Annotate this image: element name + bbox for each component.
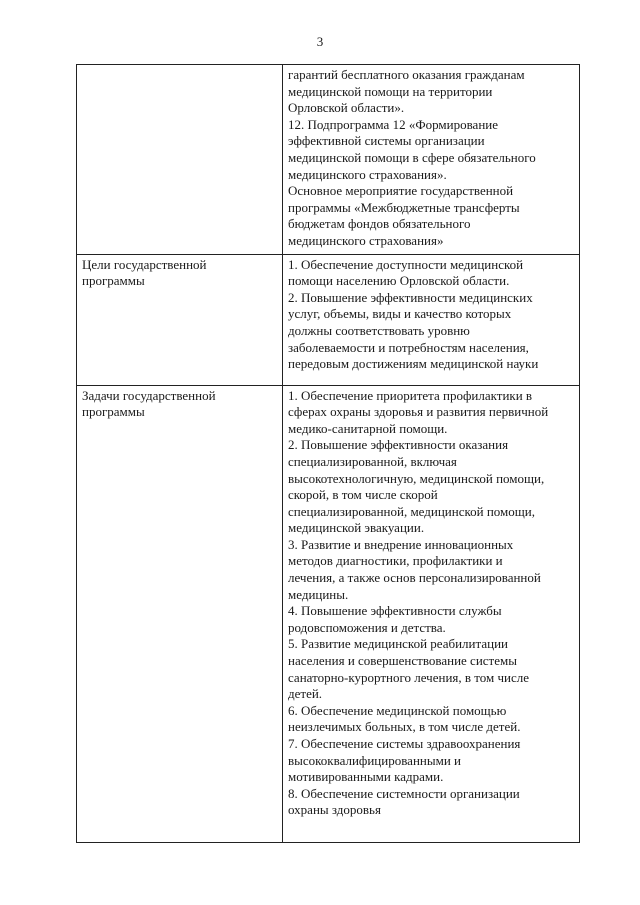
- row-content-line: медицинского страхования»: [288, 232, 444, 248]
- row-content-line: бюджетам фондов обязательного: [288, 216, 471, 232]
- row-content-line: высококвалифицированными и: [288, 752, 461, 768]
- row-content-line: передовым достижениям медицинской науки: [288, 356, 539, 372]
- row-content-line: санаторно-курортного лечения, в том числе: [288, 669, 530, 685]
- row-content-line: программы «Межбюджетные трансферты: [288, 199, 520, 215]
- row-content-line: мотивированными кадрами.: [288, 769, 444, 785]
- row-content-line: помощи населению Орловской области.: [288, 273, 510, 289]
- row-content-line: гарантий бесплатного оказания гражданам: [288, 67, 525, 82]
- row-content-line: услуг, объемы, виды и качество которых: [288, 306, 512, 322]
- row-content-cell: [283, 385, 580, 842]
- row-content-line: методов диагностики, профилактики и: [288, 553, 503, 569]
- row-content-line: скорой, в том числе скорой: [288, 487, 438, 503]
- row-content-line: должны соответствовать уровню: [288, 322, 470, 338]
- row-label-cell: [77, 254, 283, 385]
- row-content-line: 2. Повышение эффективности медицинских: [288, 289, 533, 305]
- page-number: 3: [316, 34, 324, 49]
- row-content-line: 5. Развитие медицинской реабилитации: [288, 636, 508, 652]
- row-content-line: медицинской эвакуации.: [288, 520, 425, 536]
- row-content-line: 12. Подпрограмма 12 «Формирование: [288, 116, 498, 132]
- table-row: [77, 385, 580, 842]
- row-content-line: 2. Повышение эффективности оказания: [288, 437, 509, 453]
- row-content-line: детей.: [288, 686, 323, 702]
- row-content-line: родовспоможения и детства.: [288, 619, 446, 635]
- row-content-line: Орловской области».: [288, 100, 405, 116]
- row-content-line: медицинской помощи на территории: [288, 83, 493, 99]
- row-content-line: высокотехнологичную, медицинской помощи,: [288, 470, 545, 486]
- row-content-line: медицины.: [288, 586, 349, 602]
- row-content-line: лечения, а также основ персонализированной: [288, 570, 541, 586]
- row-content-line: специализированной, медицинской помощи,: [288, 503, 535, 519]
- table-row: [77, 65, 580, 255]
- row-label-cell: [77, 385, 283, 842]
- row-content-line: сферах охраны здоровья и развития первичной: [288, 404, 549, 420]
- row-content-line: 1. Обеспечение доступности медицинской: [288, 256, 524, 272]
- row-label-line: Цели государственной: [82, 256, 207, 272]
- row-content-line: населения и совершенствование системы: [288, 653, 517, 669]
- row-content-line: 4. Повышение эффективности службы: [288, 603, 502, 619]
- row-content-cell: [283, 65, 580, 255]
- row-content-line: заболеваемости и потребностям населения,: [288, 339, 529, 355]
- row-content-line: медицинской помощи в сфере обязательного: [288, 149, 536, 165]
- row-label-line: Задачи государственной: [82, 387, 216, 403]
- row-content-line: эффективной системы организации: [288, 133, 485, 149]
- row-label-cell: [77, 65, 283, 255]
- row-content-cell: [283, 254, 580, 385]
- row-content-line: Основное мероприятие государственной: [288, 183, 514, 199]
- row-content-line: охраны здоровья: [288, 802, 381, 818]
- row-content-line: медико-санитарной помощи.: [288, 420, 448, 436]
- row-content-line: медицинского страхования».: [288, 166, 447, 182]
- row-content-line: 7. Обеспечение системы здравоохранения: [288, 736, 521, 751]
- row-label-line: программы: [82, 404, 145, 420]
- table-row: [77, 254, 580, 385]
- row-content-line: 3. Развитие и внедрение инновационных: [288, 536, 514, 552]
- row-content-line: 6. Обеспечение медицинской помощью: [288, 702, 507, 718]
- row-content-line: 8. Обеспечение системности организации: [288, 785, 520, 801]
- row-content-line: неизлечимых больных, в том числе детей.: [288, 719, 521, 735]
- row-content-line: 1. Обеспечение приоритета профилактики в: [288, 387, 533, 403]
- row-content-line: специализированной, включая: [288, 453, 457, 469]
- row-label-line: программы: [82, 273, 145, 289]
- program-table: [76, 64, 580, 843]
